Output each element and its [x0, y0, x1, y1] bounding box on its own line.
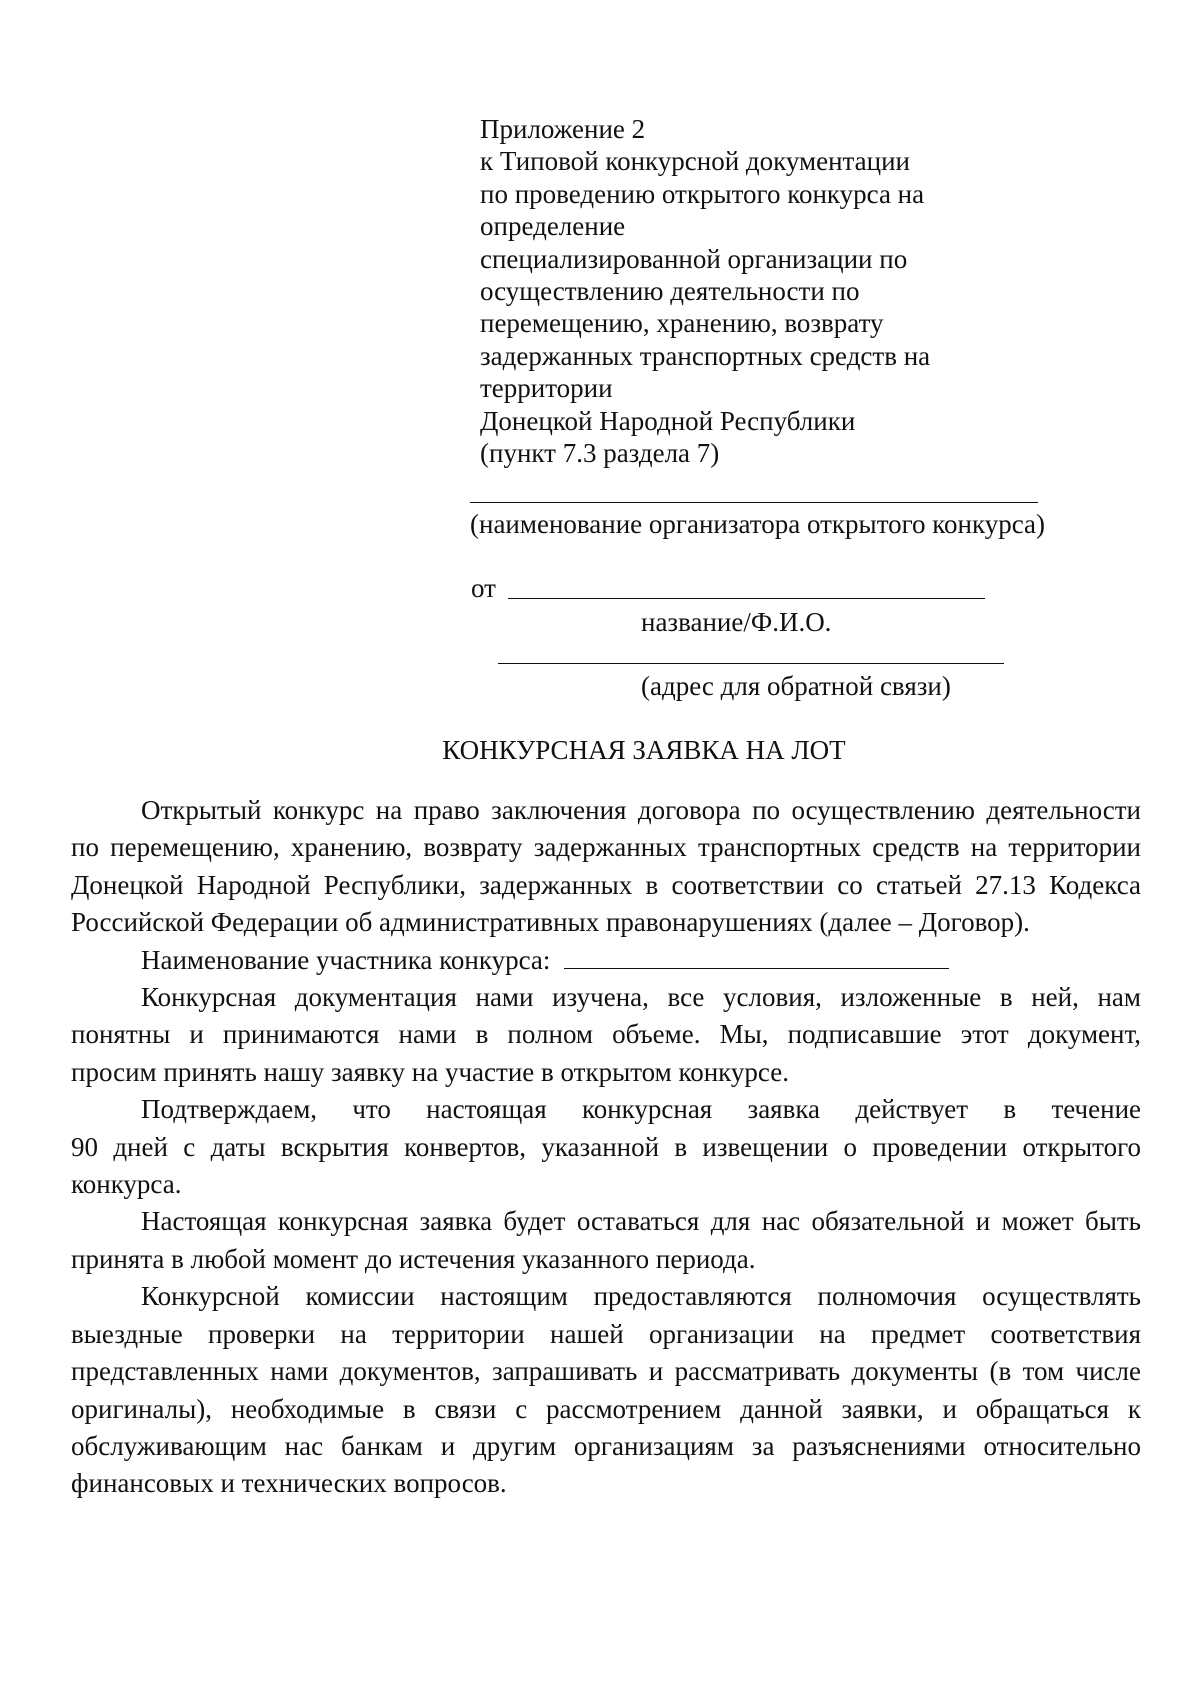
- appendix-line: задержанных транспортных средств на: [480, 340, 931, 371]
- appendix-header: [480, 113, 1120, 469]
- text-line: по перемещению, хранению, возврату задержанных транспортных средств на территории: [71, 832, 1141, 863]
- text-line: Конкурсная документация нами изучена, все условия, изложенные в ней, нам: [141, 982, 1141, 1013]
- sender-prefix: от: [471, 573, 496, 603]
- sender-address-blank: [498, 663, 1004, 664]
- text-line: обслуживающим нас банкам и другим организациям за разъяснениями относительно: [71, 1430, 1141, 1461]
- document-body: [71, 792, 1141, 1503]
- appendix-line: осуществлению деятельности по: [480, 276, 860, 307]
- appendix-line: по проведению открытого конкурса на: [480, 178, 925, 209]
- appendix-line: специализированной организации по: [480, 243, 908, 274]
- text-line: Подтверждаем, что настоящая конкурсная заявка действует в течение: [141, 1094, 1141, 1125]
- text-line: Конкурсной комиссии настоящим предоставляются полномочия осуществлять: [141, 1281, 1141, 1312]
- text-line: понятны и принимаются нами в полном объеме. Мы, подписавшие этот документ,: [71, 1019, 1141, 1050]
- document-title: КОНКУРСНАЯ ЗАЯВКА НА ЛОТ: [442, 735, 846, 765]
- sender-name-blank: [508, 598, 985, 599]
- documentation-paragraph: [71, 979, 1141, 1091]
- text-line: финансовых и технических вопросов.: [71, 1468, 507, 1499]
- sender-name-caption: название/Ф.И.О.: [641, 607, 832, 637]
- text-line: выездные проверки на территории нашей организации на предмет соответствия: [71, 1318, 1141, 1349]
- organizer-caption: (наименование организатора открытого конкурса): [470, 509, 1046, 539]
- text-line: Настоящая конкурсная заявка будет оставаться для нас обязательной и может быть: [141, 1206, 1141, 1237]
- appendix-line: определение: [480, 211, 626, 242]
- participant-label: Наименование участника конкурса:: [141, 944, 551, 975]
- validity-paragraph: [71, 1091, 1141, 1203]
- text-line: Российской Федерации об административных правонарушениях (далее – Договор).: [71, 907, 1030, 938]
- appendix-line: Донецкой Народной Республики: [480, 405, 856, 436]
- appendix-line: Приложение 2: [480, 114, 646, 144]
- text-line: просим принять нашу заявку на участие в открытом конкурсе.: [71, 1056, 789, 1087]
- text-line: представленных нами документов, запрашивать и рассматривать документы (в том числе: [71, 1356, 1141, 1387]
- participant-name-blank: [564, 946, 949, 969]
- appendix-line: к Типовой конкурсной документации: [480, 146, 911, 177]
- appendix-line: территории: [480, 373, 613, 404]
- authority-paragraph: [71, 1278, 1141, 1502]
- text-line: Открытый конкурс на право заключения договора по осуществлению деятельности: [141, 795, 1141, 825]
- organizer-name-blank: [470, 502, 1038, 503]
- text-line: конкурса.: [71, 1169, 182, 1200]
- intro-paragraph: [71, 792, 1141, 942]
- text-line: Донецкой Народной Республики, задержанных в соответствии со статьей 27.13 Кодекса: [71, 869, 1141, 900]
- text-line: оригиналы), необходимые в связи с рассмотрением данной заявки, и обращаться к: [71, 1393, 1141, 1424]
- appendix-line: перемещению, хранению, возврату: [480, 308, 884, 339]
- appendix-line: (пункт 7.3 раздела 7): [480, 438, 720, 469]
- text-line: 90 дней с даты вскрытия конвертов, указанной в извещении о проведении открытого: [71, 1131, 1141, 1162]
- text-line: принята в любой момент до истечения указанного периода.: [71, 1243, 756, 1274]
- participant-name-row: [71, 942, 1141, 979]
- sender-address-caption: (адрес для обратной связи): [641, 671, 951, 701]
- binding-paragraph: [71, 1203, 1141, 1278]
